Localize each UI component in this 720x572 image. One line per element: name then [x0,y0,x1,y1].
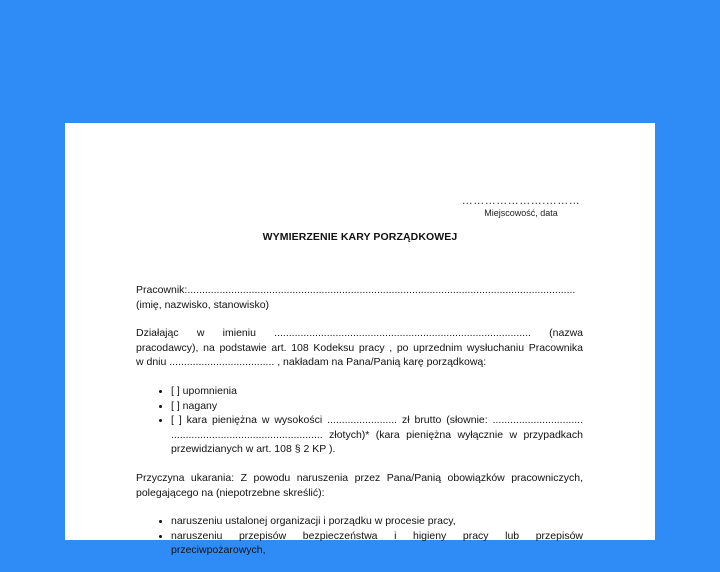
list-item: • [ ] kara pieniężna w wysokości ........................ zł brutto (słownie: ............................... .................................................... złotych)* (kara pieniężna wyłącznie w przypadkach przewidzianych w art. 108 § 2 KP ). [171,413,583,457]
employee-paragraph [136,283,583,312]
intro-line-2: pracodawcy), na podstawie art. 108 Kodeksu pracy , po uprzednim wysłuchaniu Pracownika [136,341,583,354]
list-item: • naruszeniu ustalonej organizacji i porządku w procesie pracy, [171,514,583,529]
employee-line: Pracownik:..................................................................................................................................... [136,284,576,296]
list-item: • [ ] nagany [171,399,583,414]
list-item: • [ ] upomnienia [171,384,583,399]
employee-hint: (imię, nazwisko, stanowisko) [136,298,270,311]
list-item: • naruszeniu przepisów bezpieczeństwa i higieny pracy lub przepisów przeciwpożarowych, [171,529,583,558]
document-page [65,123,655,557]
document-body [136,283,583,572]
intro-line-3: w dniu .................................... , nakładam na Pana/Panią karę porządkową: [136,356,487,369]
penalty-list [136,384,583,457]
document-title: WYMIERZENIE KARY PORZĄDKOWEJ [262,231,458,243]
intro-paragraph [136,326,583,370]
place-date-dots: ………………….……… [461,195,581,207]
violation-list [136,514,583,558]
reason-paragraph: Przyczyna ukarania: Z powodu naruszenia przez Pana/Panią obowiązków pracowniczych, polegającego na (niepotrzebne skreślić): [136,471,583,499]
intro-line-1: Działając w imieniu ........................................................................................ (nazwa [136,327,583,340]
place-date-label: Miejscowość, data [484,208,558,218]
